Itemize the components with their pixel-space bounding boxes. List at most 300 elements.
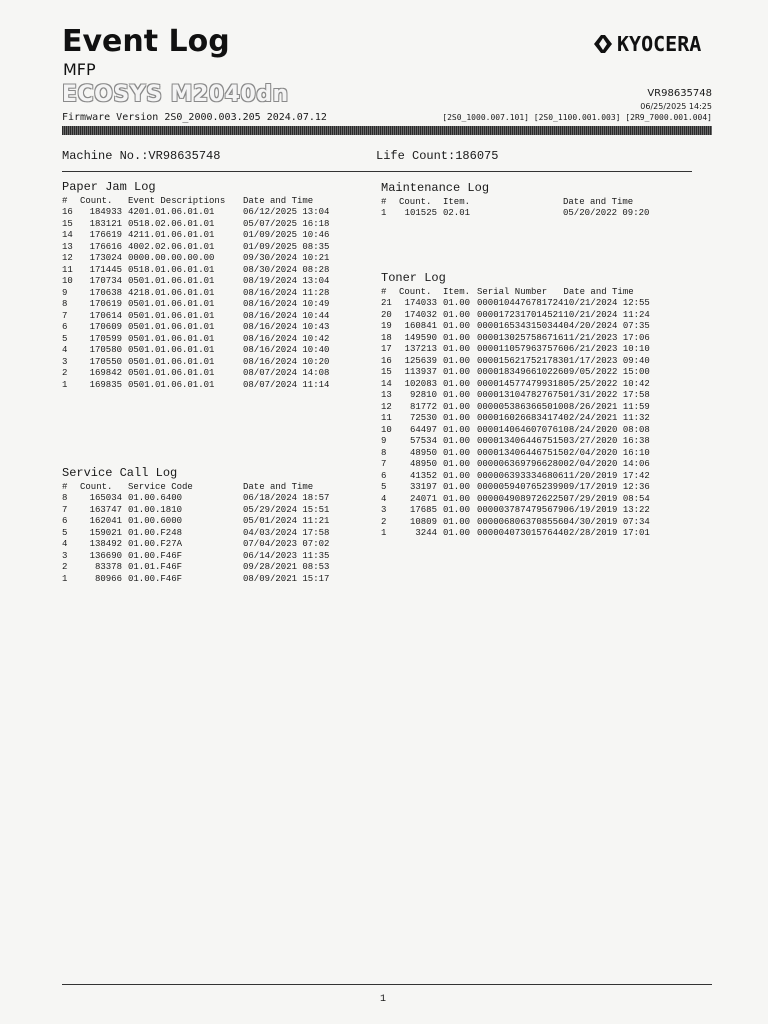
table-cell: 9 — [62, 287, 68, 298]
table-cell: 0000063933346806 — [477, 470, 564, 481]
table-row — [62, 207, 343, 219]
table-row — [62, 230, 343, 242]
column-header: Count. — [399, 287, 432, 297]
table-cell: 01.00.F46F — [128, 573, 183, 584]
table-row — [62, 551, 343, 563]
table-cell: 01.01.F46F — [128, 562, 183, 572]
table-cell: 08/24/2020 08:08 — [563, 424, 650, 435]
table-cell: 170580 — [89, 345, 122, 355]
table-cell: 0000.00.00.00.00 — [128, 253, 215, 263]
table-cell: 09/28/2021 08:53 — [243, 562, 330, 572]
table-row — [62, 357, 343, 369]
table-cell: 19 — [381, 321, 392, 331]
table-cell: 159021 — [89, 527, 122, 538]
table-cell: 01.00.F46F — [128, 550, 183, 561]
table-cell: 171445 — [89, 264, 122, 275]
column-header: Item. — [443, 287, 471, 297]
table-cell: 01.00 — [443, 470, 471, 481]
kyocera-logo-icon — [592, 33, 614, 55]
table-cell: 0000049089726225 — [477, 493, 564, 504]
table-cell: 01.00 — [443, 424, 471, 435]
table-row — [381, 448, 663, 460]
table-cell: 0000160266834174 — [477, 413, 564, 423]
table-cell: 0501.01.06.01.01 — [128, 276, 215, 286]
table-cell: 10/21/2024 11:24 — [563, 309, 650, 320]
table-cell: 125639 — [404, 355, 437, 366]
table-cell: 01.00 — [443, 505, 471, 515]
table-cell: 24071 — [409, 493, 437, 504]
table-cell: 01/09/2025 10:46 — [243, 230, 330, 240]
table-row — [62, 288, 343, 300]
table-row — [381, 528, 663, 540]
column-header: # — [62, 482, 68, 492]
table-cell: 6 — [62, 516, 68, 526]
table-cell: 01.00 — [443, 401, 471, 412]
table-cell: 0501.01.06.01.01 — [128, 333, 215, 344]
table-row — [381, 310, 663, 322]
table-cell: 170599 — [89, 333, 122, 344]
table-cell: 4 — [62, 539, 68, 549]
table-cell: 01.00 — [443, 447, 471, 458]
table-row — [381, 517, 663, 529]
table-cell: 0000053863665010 — [477, 401, 564, 412]
table-cell: 08/07/2024 11:14 — [243, 379, 330, 390]
table-row — [62, 528, 343, 540]
table-cell: 41352 — [409, 470, 437, 481]
table-cell: 4 — [62, 345, 68, 355]
brand-name: KYOCERA — [617, 32, 702, 56]
table-cell: 170550 — [89, 356, 122, 367]
table-cell: 2 — [381, 516, 387, 527]
table-cell: 17685 — [409, 505, 437, 515]
table-cell: 09/05/2022 15:00 — [563, 367, 650, 377]
table-cell: 165034 — [89, 493, 122, 503]
table-cell: 4211.01.06.01.01 — [128, 230, 215, 240]
table-cell: 05/25/2022 10:42 — [563, 378, 650, 389]
table-cell: 02/04/2020 16:10 — [563, 447, 650, 458]
table-cell: 01/09/2025 08:35 — [243, 241, 330, 252]
table-row — [381, 333, 663, 345]
table-cell: 170734 — [89, 276, 122, 286]
table-cell: 10 — [381, 424, 392, 435]
table-cell: 1 — [381, 208, 387, 218]
print-datetime: 06/25/2025 14:25 — [640, 102, 712, 111]
table-cell: 1 — [381, 528, 387, 538]
column-header: Date and Time — [563, 197, 634, 207]
table-row — [62, 311, 343, 323]
table-cell: 0000140646070761 — [477, 424, 564, 435]
table-cell: 176619 — [89, 230, 122, 240]
table-row — [62, 574, 343, 586]
table-cell: 5 — [62, 527, 68, 538]
column-header: Count. — [399, 197, 432, 207]
table-row — [62, 505, 343, 517]
table-cell: 01.00 — [443, 528, 471, 538]
section-title: Service Call Log — [62, 466, 178, 480]
table-cell: 83378 — [94, 562, 122, 572]
table-cell: 8 — [381, 447, 387, 458]
table-cell: 0501.01.06.01.01 — [128, 299, 215, 309]
table-cell: 13 — [381, 390, 392, 400]
table-cell: 08/07/2024 14:08 — [243, 368, 330, 378]
table-row — [381, 379, 663, 391]
table-row — [381, 505, 663, 517]
table-cell: 08/16/2024 10:43 — [243, 322, 330, 332]
table-row — [381, 344, 663, 356]
table-cell: 01.00.6400 — [128, 493, 183, 503]
service-call-section — [62, 466, 343, 585]
table-cell: 8 — [62, 493, 68, 503]
table-cell: 11 — [62, 264, 73, 275]
table-cell: 06/19/2019 13:22 — [563, 505, 650, 515]
table-cell: 80966 — [94, 573, 122, 584]
table-cell: 01.00 — [443, 493, 471, 504]
table-row — [381, 413, 663, 425]
table-row — [62, 368, 343, 380]
column-header: Date and Time — [563, 287, 634, 297]
maintenance-section — [381, 181, 663, 220]
table-cell: 09/17/2019 12:36 — [563, 482, 650, 492]
table-cell: 05/20/2022 09:20 — [563, 208, 650, 218]
column-header: Date and Time — [243, 196, 314, 206]
table-cell: 5 — [381, 482, 387, 492]
serial-number: VR98635748 — [647, 88, 712, 99]
model-name: ECOSYS M2040dn — [62, 82, 289, 107]
table-cell: 3 — [381, 505, 387, 515]
table-cell: 06/18/2024 18:57 — [243, 493, 330, 503]
table-row — [62, 253, 343, 265]
life-count: Life Count:186075 — [376, 149, 499, 163]
table-cell: 48950 — [409, 459, 437, 469]
table-cell: 136690 — [89, 550, 122, 561]
table-cell: 170638 — [89, 287, 122, 298]
table-cell: 11 — [381, 413, 392, 423]
table-cell: 18 — [381, 332, 392, 343]
table-cell: 160841 — [404, 321, 437, 331]
table-row — [381, 356, 663, 368]
table-cell: 01.00.1810 — [128, 504, 183, 515]
page-number: 1 — [380, 994, 387, 1005]
table-cell: 7 — [62, 504, 68, 515]
table-cell: 15 — [381, 367, 392, 377]
table-cell: 17 — [381, 344, 392, 354]
table-row — [62, 219, 343, 231]
table-cell: 13 — [62, 241, 73, 252]
table-header-row — [62, 196, 343, 207]
table-cell: 0000037874795679 — [477, 505, 564, 515]
table-cell: 01.00.6000 — [128, 516, 183, 526]
table-row — [62, 299, 343, 311]
firmware-list: [2S0_1000.007.101] [2S0_1100.001.003] [2R9_7000.001.004] — [442, 113, 712, 122]
table-row — [381, 298, 663, 310]
table-cell: 0501.01.06.01.01 — [128, 345, 215, 355]
table-cell: 01/17/2023 09:40 — [563, 355, 650, 366]
table-cell: 08/16/2024 10:42 — [243, 333, 330, 344]
toner-table — [381, 287, 663, 540]
table-cell: 184933 — [89, 207, 122, 217]
table-cell: 0000145774799318 — [477, 378, 564, 389]
table-cell: 0518.02.06.01.01 — [128, 218, 215, 229]
table-cell: 138492 — [89, 539, 122, 549]
table-cell: 02/28/2019 17:01 — [563, 528, 650, 538]
table-cell: 0501.01.06.01.01 — [128, 322, 215, 332]
table-cell: 0501.01.06.01.01 — [128, 379, 215, 390]
table-row — [62, 380, 343, 392]
table-cell: 02.01 — [443, 208, 471, 218]
table-cell: 176616 — [89, 241, 122, 252]
table-row — [381, 321, 663, 333]
table-row — [62, 265, 343, 277]
table-cell: 10809 — [409, 516, 437, 527]
table-cell: 08/30/2024 08:28 — [243, 264, 330, 275]
table-cell: 04/20/2024 07:35 — [563, 321, 650, 331]
column-header: Count. — [80, 482, 113, 492]
table-cell: 0000110579637576 — [477, 344, 564, 354]
table-cell: 7 — [381, 459, 387, 469]
table-row — [381, 459, 663, 471]
table-cell: 163747 — [89, 504, 122, 515]
table-header-row — [62, 482, 343, 493]
table-cell: 113937 — [404, 367, 437, 377]
table-cell: 0000063697966280 — [477, 459, 564, 469]
table-cell: 170614 — [89, 310, 122, 321]
table-cell: 01.00 — [443, 516, 471, 527]
column-header: Service Code — [128, 482, 193, 492]
table-row — [62, 562, 343, 574]
table-cell: 64497 — [409, 424, 437, 435]
table-row — [62, 322, 343, 334]
table-row — [62, 493, 343, 505]
column-header: # — [381, 287, 387, 297]
service-call-table — [62, 482, 343, 585]
table-cell: 01.00 — [443, 390, 471, 400]
table-cell: 0000165343150344 — [477, 321, 564, 331]
table-row — [62, 539, 343, 551]
table-cell: 08/09/2021 15:17 — [243, 573, 330, 584]
table-row — [62, 345, 343, 357]
table-cell: 6 — [381, 470, 387, 481]
table-row — [381, 402, 663, 414]
table-cell: 08/26/2021 11:59 — [563, 401, 650, 412]
table-row — [381, 367, 663, 379]
table-cell: 03/27/2020 16:38 — [563, 436, 650, 446]
table-cell: 08/16/2024 10:44 — [243, 310, 330, 321]
table-cell: 01.00 — [443, 332, 471, 343]
table-cell: 48950 — [409, 447, 437, 458]
table-cell: 0000172317014521 — [477, 309, 564, 320]
table-cell: 01.00 — [443, 459, 471, 469]
table-cell: 92810 — [409, 390, 437, 400]
divider — [62, 171, 692, 172]
table-cell: 4218.01.06.01.01 — [128, 287, 215, 298]
table-cell: 06/21/2023 10:10 — [563, 344, 650, 354]
table-cell: 01.00 — [443, 378, 471, 389]
table-cell: 72530 — [409, 413, 437, 423]
table-cell: 3 — [62, 550, 68, 561]
table-cell: 0501.01.06.01.01 — [128, 368, 215, 378]
table-cell: 16 — [62, 207, 73, 217]
column-header: Serial Number — [477, 287, 548, 297]
table-cell: 4201.01.06.01.01 — [128, 207, 215, 217]
column-header: Item. — [443, 197, 471, 207]
table-cell: 169835 — [89, 379, 122, 390]
table-cell: 11/21/2023 17:06 — [563, 332, 650, 343]
table-cell: 0000134064467515 — [477, 436, 564, 446]
table-cell: 137213 — [404, 344, 437, 354]
page-title: Event Log — [62, 24, 230, 59]
table-cell: 01.00.F248 — [128, 527, 183, 538]
table-cell: 08/16/2024 10:49 — [243, 299, 330, 309]
table-cell: 06/12/2025 13:04 — [243, 207, 330, 217]
table-cell: 04/03/2024 17:58 — [243, 527, 330, 538]
table-cell: 11/20/2019 17:42 — [563, 470, 650, 481]
table-cell: 0000104476781724 — [477, 298, 564, 308]
column-header: Event Descriptions — [128, 196, 226, 206]
table-row — [381, 390, 663, 402]
table-cell: 170609 — [89, 322, 122, 332]
table-cell: 2 — [62, 368, 68, 378]
table-cell: 149590 — [404, 332, 437, 343]
table-cell: 1 — [62, 379, 68, 390]
column-header: Date and Time — [243, 482, 314, 492]
table-cell: 102083 — [404, 378, 437, 389]
kyocera-logo — [592, 30, 701, 58]
table-cell: 6 — [62, 322, 68, 332]
table-cell: 4002.02.06.01.01 — [128, 241, 215, 252]
table-cell: 15 — [62, 218, 73, 229]
table-cell: 01.00 — [443, 367, 471, 377]
footer-divider — [62, 984, 712, 985]
table-cell: 08/16/2024 10:20 — [243, 356, 330, 367]
table-row — [62, 516, 343, 528]
table-cell: 0000134064467515 — [477, 447, 564, 458]
toner-section — [381, 271, 663, 540]
table-cell: 20 — [381, 309, 392, 320]
table-cell: 01.00 — [443, 344, 471, 354]
table-cell: 08/19/2024 13:04 — [243, 276, 330, 286]
table-cell: 0501.01.06.01.01 — [128, 310, 215, 321]
table-cell: 01.00 — [443, 482, 471, 492]
table-row — [62, 242, 343, 254]
table-cell: 101525 — [404, 208, 437, 218]
section-title: Paper Jam Log — [62, 180, 156, 194]
table-cell: 14 — [62, 230, 73, 240]
table-cell: 07/29/2019 08:54 — [563, 493, 650, 504]
table-cell: 8 — [62, 299, 68, 309]
table-row — [62, 334, 343, 346]
paper-jam-table — [62, 196, 343, 391]
table-cell: 01.00 — [443, 436, 471, 446]
table-cell: 4 — [381, 493, 387, 504]
table-cell: 07/04/2023 07:02 — [243, 539, 330, 549]
table-cell: 57534 — [409, 436, 437, 446]
table-cell: 9 — [381, 436, 387, 446]
maintenance-table — [381, 197, 663, 220]
table-cell: 10/21/2024 12:55 — [563, 298, 650, 308]
table-cell: 0000059407652399 — [477, 482, 564, 492]
table-cell: 174033 — [404, 298, 437, 308]
table-cell: 0000040730157644 — [477, 528, 564, 538]
table-cell: 3244 — [415, 528, 437, 538]
table-cell: 5 — [62, 333, 68, 344]
table-cell: 05/01/2024 11:21 — [243, 516, 330, 526]
table-row — [381, 494, 663, 506]
table-cell: 169842 — [89, 368, 122, 378]
page-subtitle: MFP — [63, 60, 96, 79]
table-cell: 04/30/2019 07:34 — [563, 516, 650, 527]
table-cell: 170619 — [89, 299, 122, 309]
table-cell: 01.00 — [443, 321, 471, 331]
table-cell: 08/16/2024 10:40 — [243, 345, 330, 355]
table-row — [381, 471, 663, 483]
table-cell: 0000156217521783 — [477, 355, 564, 366]
column-header: # — [381, 197, 387, 207]
section-title: Toner Log — [381, 271, 446, 285]
table-cell: 174032 — [404, 309, 437, 320]
table-cell: 01/31/2022 17:58 — [563, 390, 650, 400]
table-cell: 14 — [381, 378, 392, 389]
table-cell: 02/04/2020 14:06 — [563, 459, 650, 469]
table-cell: 09/30/2024 10:21 — [243, 253, 330, 263]
table-cell: 10 — [62, 276, 73, 286]
table-cell: 33197 — [409, 482, 437, 492]
table-cell: 0000183496610226 — [477, 367, 564, 377]
table-header-row — [381, 197, 663, 208]
table-cell: 0000068063708556 — [477, 516, 564, 527]
header-band — [62, 126, 712, 135]
table-cell: 0000131047827675 — [477, 390, 564, 400]
table-cell: 02/24/2021 11:32 — [563, 413, 650, 423]
table-cell: 0501.01.06.01.01 — [128, 356, 215, 367]
table-cell: 3 — [62, 356, 68, 367]
table-cell: 162041 — [89, 516, 122, 526]
firmware-version: Firmware Version 2S0_2000.003.205 2024.07.12 — [62, 112, 327, 123]
table-cell: 01.00 — [443, 298, 471, 308]
table-cell: 08/16/2024 11:28 — [243, 287, 330, 298]
table-cell: 21 — [381, 298, 392, 308]
table-cell: 01.00 — [443, 413, 471, 423]
table-cell: 2 — [62, 562, 68, 572]
table-cell: 16 — [381, 355, 392, 366]
table-cell: 01.00 — [443, 355, 471, 366]
table-cell: 0000130257586716 — [477, 332, 564, 343]
table-cell: 05/29/2024 15:51 — [243, 504, 330, 515]
section-title: Maintenance Log — [381, 181, 490, 195]
table-cell: 173024 — [89, 253, 122, 263]
machine-number: Machine No.:VR98635748 — [62, 149, 221, 163]
column-header: Count. — [80, 196, 113, 206]
table-row — [62, 276, 343, 288]
table-cell: 81772 — [409, 401, 437, 412]
table-cell: 05/07/2025 16:18 — [243, 218, 330, 229]
table-cell: 12 — [381, 401, 392, 412]
table-row — [381, 208, 663, 220]
table-cell: 01.00 — [443, 309, 471, 320]
table-cell: 01.00.F27A — [128, 539, 183, 549]
table-row — [381, 482, 663, 494]
column-header: # — [62, 196, 68, 206]
table-cell: 7 — [62, 310, 68, 321]
table-cell: 06/14/2023 11:35 — [243, 550, 330, 561]
table-row — [381, 425, 663, 437]
table-cell: 12 — [62, 253, 73, 263]
table-cell: 0518.01.06.01.01 — [128, 264, 215, 275]
table-row — [381, 436, 663, 448]
table-cell: 183121 — [89, 218, 122, 229]
table-cell: 1 — [62, 573, 68, 584]
paper-jam-section — [62, 180, 343, 391]
table-header-row — [381, 287, 663, 298]
